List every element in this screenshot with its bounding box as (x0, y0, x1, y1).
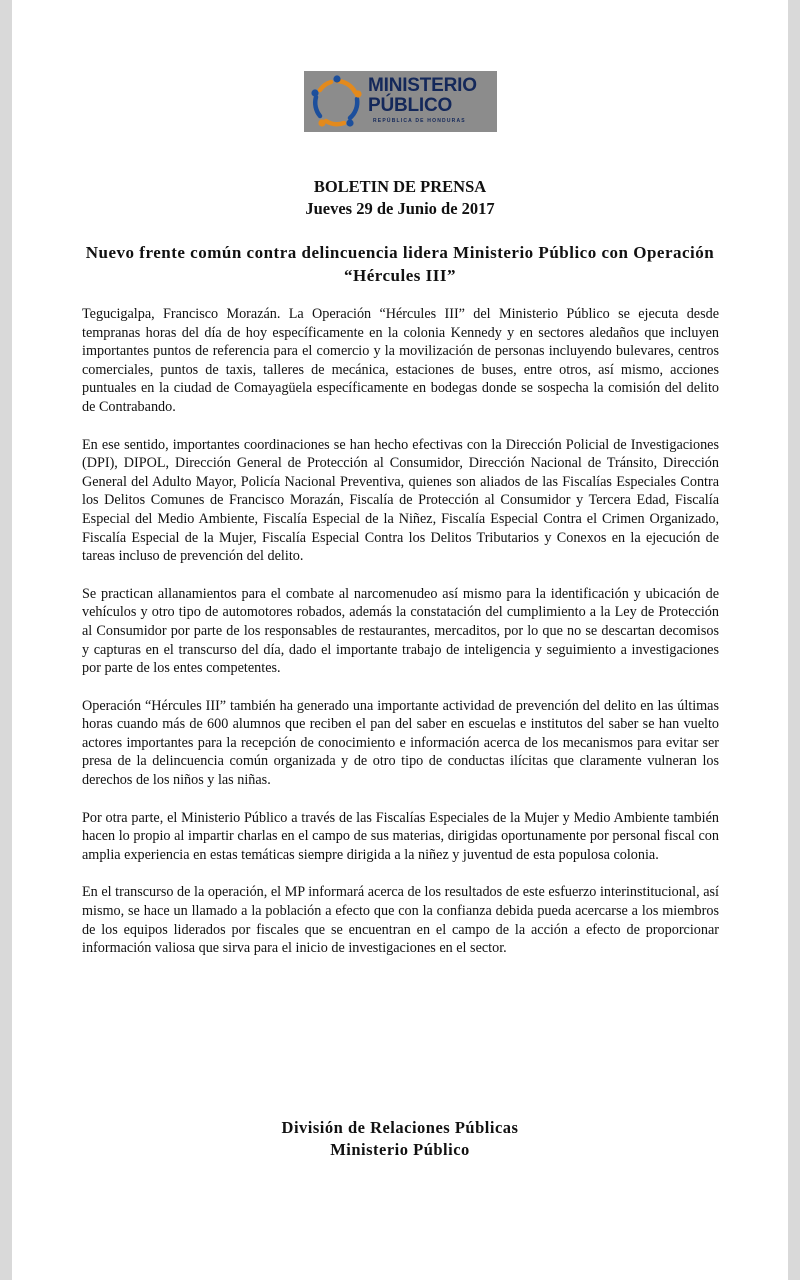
ministerio-publico-logo (304, 71, 497, 132)
logo-wordmark-line2: PÚBLICO (368, 95, 453, 116)
press-body (82, 305, 719, 977)
bulletin-title: BOLETIN DE PRENSA (313, 177, 487, 196)
press-headline: Nuevo frente común contra delincuencia lidera Ministerio Público con Operación “Hércules III” (85, 243, 715, 285)
paragraph: Por otra parte, el Ministerio Público a través de las Fiscalías Especiales de la Mujer y Medio Ambiente también hacen lo propio al impartir charlas en el campo de sus materias, dirigidas oportunamente por personal fiscal con amplia experiencia en estas temáticas siempre dirigida a la niñez y juventud de esta populosa colonia. (82, 809, 719, 863)
paragraph: Operación “Hércules III” también ha generado una importante actividad de prevención del delito en las últimas horas cuando más de 600 alumnos que reciben el pan del saber en escuelas e institutos del saber se han vuelto actores importantes para la recepción de conocimiento e información acerca de los mecanismos para evitar ser presa de la delincuencia común organizada y de otro tipo de conductas ilícitas que claramente vulneran los derechos de los niños y las niñas. (82, 697, 719, 789)
document-page (12, 0, 788, 1280)
signature-department: División de Relaciones Públicas (281, 1118, 519, 1137)
signature-institution: Ministerio Público (330, 1140, 470, 1159)
bulletin-date: Jueves 29 de Junio de 2017 (305, 199, 495, 218)
paragraph: En el transcurso de la operación, el MP informará acerca de los resultados de este esfuerzo interinstitucional, así mismo, se hace un llamado a la población a efecto que con la confianza debida pueda acercarse a los miembros de los equipos liderados por fiscales que se encuentran en el campo de la acción a efecto de proporcionar información valiosa que sirva para el inicio de investigaciones en el sector. (82, 884, 719, 957)
paragraph: En ese sentido, importantes coordinaciones se han hecho efectivas con la Dirección Policial de Investigaciones (DPI), DIPOL, Dirección General de Protección al Consumidor, Dirección Nacional de Tránsito, Dirección General del Adulto Mayor, Policía Nacional Preventiva, quienes son aliados de las Fiscalías Especiales Contra los Delitos Comunes de Francisco Morazán, Fiscalía de Protección al Consumidor y Tercera Edad, Fiscalía Especial del Medio Ambiente, Fiscalía Especial de la Niñez, Fiscalía Especial Contra el Crimen Organizado, Fiscalía Especial de la Mujer, Fiscalía Especial Contra los Delitos Tributarios y Conexos en la ejecución de tareas incluso de prevención del delito. (82, 436, 719, 565)
paragraph: Se practican allanamientos para el combate al narcomenudeo así mismo para la identificación y ubicación de vehículos y otro tipo de automotores robados, además la constatación del cumplimiento a la Ley de Protección al Consumidor por parte de los responsables de restaurantes, mercaditos, por lo que no se descartan decomisos y capturas en el transcurso del día, dado el importante trabajo de inteligencia y seguimiento a investigaciones por parte de los entes competentes. (82, 585, 719, 677)
logo-subtitle: REPÚBLICA DE HONDURAS (373, 118, 466, 124)
paragraph: Tegucigalpa, Francisco Morazán. La Operación “Hércules III” del Ministerio Público se ejecuta desde tempranas horas del día de hoy específicamente en la colonia Kennedy y en sectores aledaños que incluyen importantes puntos de referencia para el comercio y la movilización de personas incluyendo bulevares, centros comerciales, puntos de taxis, talleres de mecánica, estaciones de buses, entre otros, así mismo, acciones puntuales en la ciudad de Comayagüela específicamente en bodegas donde se sospecha la comisión del delito de Contrabando. (82, 306, 719, 415)
people-circle-emblem-icon (308, 73, 366, 131)
logo-wordmark-line1: MINISTERIO (368, 75, 477, 96)
